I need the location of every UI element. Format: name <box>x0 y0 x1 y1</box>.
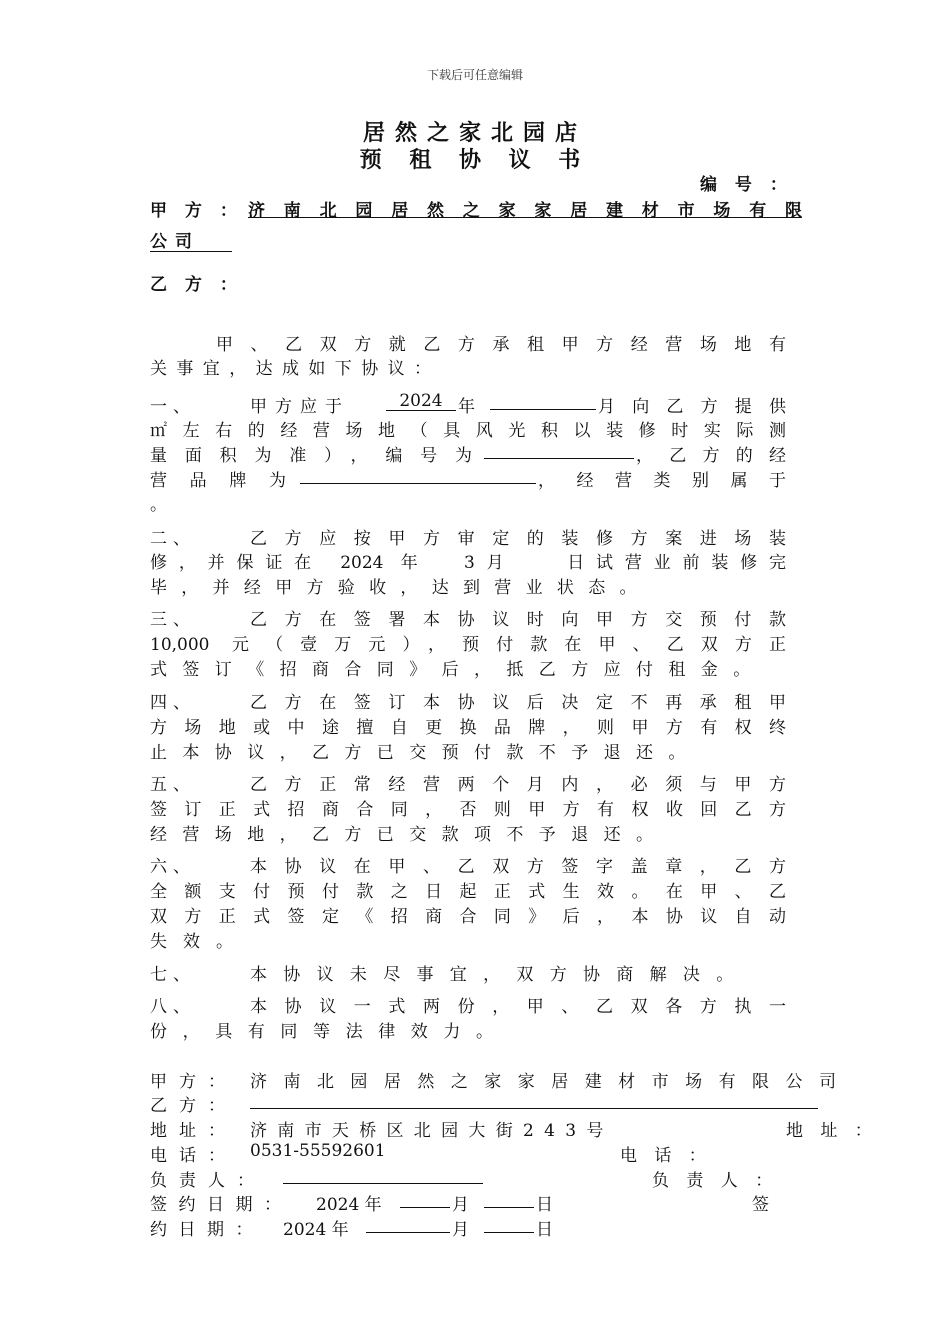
clause-4-line-2: 方场地或中途擅自更换品牌，则甲方有权终 <box>150 718 786 738</box>
intro-line-2: 关事宜，达成如下协议： <box>150 359 441 379</box>
clause-8-line-2: 份，具有同等法律效力。 <box>150 1022 509 1042</box>
clause-2-line-2: 修，并保证在 2024 年 3月 日试营业前装修完 <box>150 553 786 573</box>
clause-7-number: 七、 <box>150 965 196 985</box>
sign-date-day-b: 日 <box>536 1220 553 1240</box>
sign-date-label-b: 约日期： <box>150 1220 264 1240</box>
header-note: 下载后可任意编辑 <box>426 68 523 82</box>
intro-line-1: 甲、乙双方就乙方承租甲方经营场地有 <box>216 335 786 355</box>
clause-5-line-2: 签订正式招商合同，否则甲方有权收回乙方 <box>150 800 786 820</box>
sign-phone-value: 0531-55592601 <box>250 1141 386 1161</box>
clause-2-line-3: 毕，并经甲方验收，达到营业状态。 <box>150 578 651 598</box>
clause-4-line-3: 止本协议，乙方已交预付款不予退还。 <box>150 743 701 763</box>
sign-date-day-blank <box>484 1190 534 1208</box>
clause-8-line-1: 本协议一式两份，甲、乙双各方执一 <box>250 997 786 1017</box>
clause-4-line-1: 乙方在签订本协议后决定不再承租甲 <box>250 693 786 713</box>
document-subtitle: 预 租 协 议 书 <box>359 147 591 173</box>
sign-date-year: 2024 年 <box>316 1195 382 1215</box>
sign-address-label-b: 地 址 ： <box>786 1121 878 1141</box>
clause-5-number: 五、 <box>150 775 196 795</box>
clause-1-line-3a: 量面积为准），编号为 <box>150 446 472 466</box>
clause-6-line-4: 失效。 <box>150 932 249 952</box>
sign-phone-label: 电话： <box>150 1146 237 1166</box>
clause-1-month-blank <box>490 392 596 410</box>
clause-2-number: 二、 <box>150 529 196 549</box>
sign-party-b-blank <box>250 1091 818 1109</box>
clause-1-line-3b: ，乙方的经 <box>636 446 786 466</box>
clause-3-number: 三、 <box>150 610 196 630</box>
clause-2-line-1: 乙方应按甲方审定的装修方案进场装 <box>250 529 786 549</box>
sign-address-value: 济南市天桥区北园大街243号 <box>250 1121 614 1141</box>
party-b-label: 乙 方 ： <box>150 275 243 295</box>
clause-6-line-1: 本协议在甲、乙双方签字盖章，乙方 <box>250 857 786 877</box>
clause-1-brand-blank <box>300 466 536 484</box>
sign-date-label-b-start: 签 <box>752 1195 769 1215</box>
clause-4-number: 四、 <box>150 693 196 713</box>
clause-1-number-blank <box>484 441 634 459</box>
number-label: 编 号 ： <box>700 175 793 195</box>
party-a-name-cont: 公司 <box>150 233 232 252</box>
sign-party-a-label: 甲方： <box>150 1072 237 1092</box>
clause-5-line-3: 经营场地，乙方已交款项不予退还。 <box>150 825 669 845</box>
sign-responsible-label: 负责人： <box>150 1171 266 1191</box>
sign-date-day: 日 <box>536 1195 553 1215</box>
clause-1-year: 2024 <box>386 392 456 411</box>
sign-date-year-b: 2024 年 <box>283 1220 349 1240</box>
clause-5-line-1: 乙方正常经营两个月内，必须与甲方 <box>250 775 786 795</box>
sign-phone-label-b: 电 话 ： <box>620 1146 712 1166</box>
sign-date-month-b: 月 <box>452 1220 469 1240</box>
party-a-label: 甲 方 ： <box>150 201 243 221</box>
sign-party-b-label: 乙方： <box>150 1096 237 1116</box>
clause-7-line-1: 本协议未尽事宜，双方协商解决。 <box>250 965 750 985</box>
clause-3-line-2: 10,000 元（壹万元），预付款在甲、乙双方正 <box>150 635 786 655</box>
clause-1-text-c: 月向乙方提供 <box>598 397 786 417</box>
clause-3-line-1: 乙方在签署本协议时向甲方交预付款 <box>250 610 786 630</box>
sign-date-month: 月 <box>452 1195 469 1215</box>
clause-1-text-b: 年 <box>458 397 475 417</box>
clause-1-line-5: 。 <box>150 495 167 515</box>
clause-6-number: 六、 <box>150 857 196 877</box>
clause-3-line-3: 式签订《招商合同》后，抵乙方应付租金。 <box>150 660 766 680</box>
sign-responsible-blank <box>283 1166 483 1184</box>
sign-date-month-blank-b <box>366 1215 450 1233</box>
party-a-name: 济南北园居然之家家居建材市场有限 <box>248 201 802 221</box>
clause-1-line-2: ㎡左右的经营场地（具风光积以装修时实际测 <box>150 421 786 441</box>
sign-date-day-blank-b <box>484 1215 534 1233</box>
clause-1-line-4b: ，经营类别属于 <box>538 471 786 491</box>
sign-responsible-label-b: 负 责 人 ： <box>652 1171 779 1191</box>
clause-1-text-a: 甲方应于 <box>250 397 350 417</box>
sign-date-month-blank <box>400 1190 450 1208</box>
sign-date-label: 签约日期： <box>150 1195 293 1215</box>
sign-party-a-value: 济南北园居然之家家居建材市场有限公司 <box>250 1072 836 1092</box>
document-title: 居然之家北园店 <box>362 120 587 146</box>
clause-1-number: 一、 <box>150 397 196 417</box>
clause-6-line-3: 双方正式签定《招商合同》后，本协议自动 <box>150 907 786 927</box>
clause-1-line-4a: 营品牌为 <box>150 471 286 491</box>
clause-8-number: 八、 <box>150 997 196 1017</box>
sign-address-label: 地址： <box>150 1121 237 1141</box>
clause-6-line-2: 全额支付预付款之日起正式生效。在甲、乙 <box>150 882 786 902</box>
